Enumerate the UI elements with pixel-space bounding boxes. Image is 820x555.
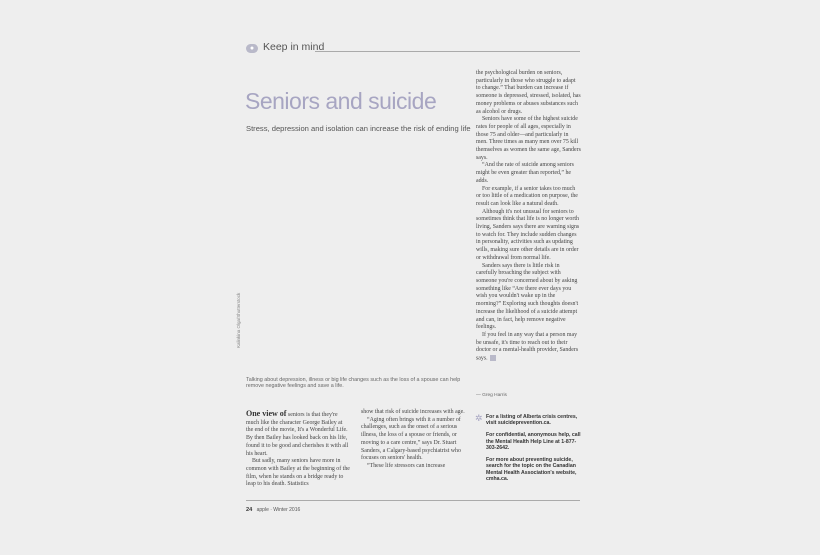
- body-paragraph: “And the rate of suicide among seniors might be even greater than reported,” he adds.: [476, 162, 574, 184]
- body-paragraph-text: If you feel in any way that a person may be unsafe, it's time to reach out to their doctor or a mental-health provider, Sanders says.: [476, 331, 579, 362]
- section-header: [246, 41, 580, 55]
- sidebar-item: For more about preventing suicide, search for the topic on the Canadian Mental Health Association's website, cmha.ca.: [486, 457, 577, 483]
- page-number: 24: [246, 507, 253, 513]
- article-deck: Stress, depression and isolation can increase the risk of ending life: [246, 124, 471, 133]
- footer-text: apple · Winter 2016: [256, 507, 301, 513]
- body-paragraph: “These life stressors can increase: [367, 462, 446, 469]
- body-paragraph: “Aging often brings with it a number of challenges, such as the onset of a serious illness, the loss of a spouse or friends, or moving to a care centre,” says Dr. Stuart Sanders, a Calgary-based psychiatrist who focuses on seniors' health.: [361, 416, 461, 462]
- end-mark-icon: [490, 355, 496, 361]
- body-column-middle: [361, 409, 465, 471]
- lead-in: One view of: [246, 409, 287, 418]
- body-paragraph-last: [476, 332, 581, 363]
- author-signoff: — Greg Harris: [476, 393, 507, 398]
- photo-credit: Kalinkina Olga/Shutterstock: [236, 292, 241, 348]
- body-paragraph-text: seniors is that they're much like the character George Bailey at the end of the movie, It's a Wonderful Life. By then Bailey has looked back on his life, found it to be good and cherishes it with all his heart.: [246, 412, 349, 457]
- section-title: Keep in mind: [263, 41, 325, 53]
- page-footer: [246, 507, 300, 513]
- body-paragraph: Sanders says there is little risk in carefully broaching the subject with someone you're concerned about by asking something like “Are there ever days you wish you wouldn't wake up in the morning?” Exploring such thoughts doesn't increase the likelihood of a suicide attempt and can, in fact, help remove negative feelings.: [476, 262, 579, 331]
- body-paragraph: For example, if a senior takes too much or too little of a medication on purpose, the result can look like a natural death.: [476, 185, 578, 207]
- body-column-right: [476, 70, 581, 363]
- body-paragraph-lead: [246, 409, 350, 458]
- article-headline: Seniors and suicide: [245, 88, 437, 114]
- resource-sidebar: [475, 414, 583, 488]
- sidebar-item: For a listing of Alberta crisis centres, visit suicideprevention.ca.: [486, 414, 578, 427]
- body-paragraph: Although it's not unusual for seniors to sometimes think that life is no longer worth living, Sanders says there are warning signs to watch for. They include sudden changes in personality, activities such as updating wills, making sure other details are in order or withdrawal from normal life.: [476, 208, 580, 261]
- body-paragraph: But sadly, many seniors have more in common with Bailey at the beginning of the film, when he stands on a bridge ready to leap to his death. Statistics: [246, 458, 350, 488]
- body-column-left: [246, 409, 350, 489]
- section-rule: [315, 51, 580, 52]
- body-paragraph: the psychological burden on seniors, particularly in those who struggle to adapt to change.” That burden can increase if someone is depressed, stressed, isolated, has money problems or abuses substances such as alcohol or drugs.: [476, 70, 581, 115]
- circle-bullet-icon: ●: [246, 44, 258, 53]
- snowflake-icon: ✲: [475, 413, 483, 423]
- body-paragraph: Seniors have some of the highest suicide rates for people of all ages, especially in those 75 and older—and particularly in men. Three times as many men over 75 kill themselves as women the same age, Sanders says.: [476, 116, 581, 161]
- body-paragraph: show that risk of suicide increases with age.: [361, 409, 465, 415]
- footer-rule: [246, 500, 580, 501]
- sidebar-item: For confidential, anonymous help, call the Mental Health Help Line at 1-877-303-2642.: [486, 432, 581, 452]
- photo-caption: Talking about depression, illness or big life changes such as the loss of a spouse can help remove negative feelings and save a life.: [246, 377, 461, 389]
